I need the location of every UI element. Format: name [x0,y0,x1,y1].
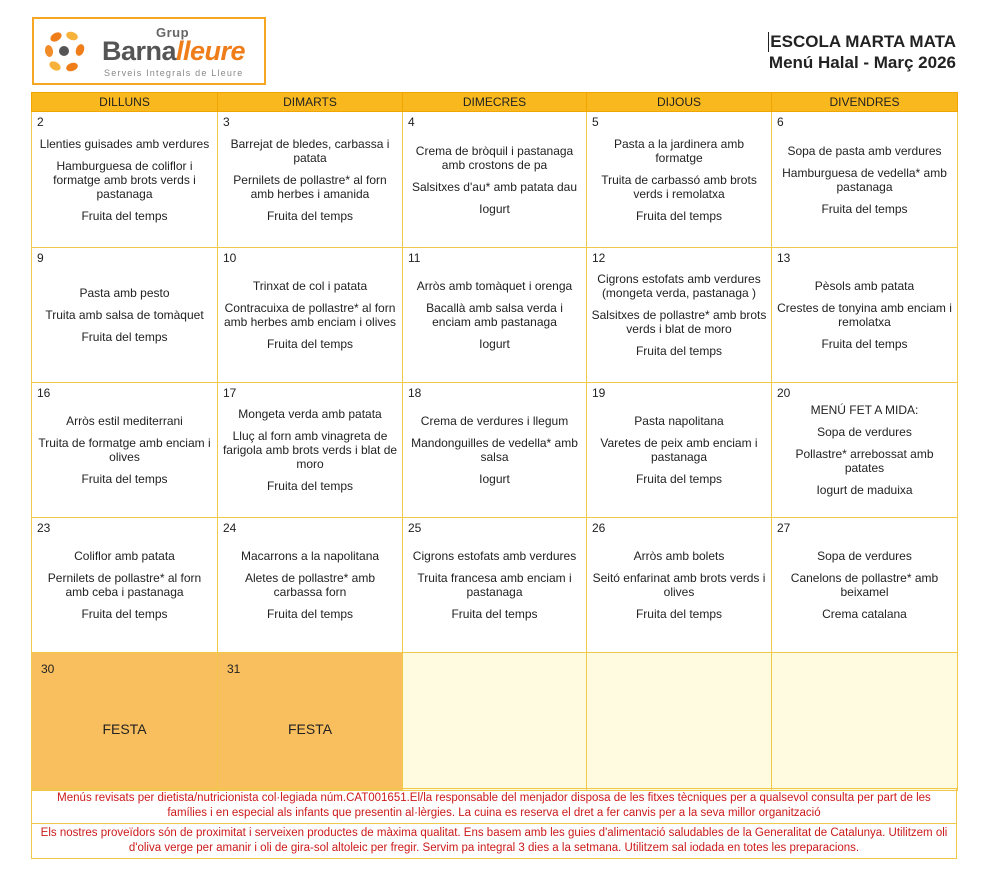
weekday-header: DIMECRES [403,93,587,112]
dish: Mongeta verda amb patata [238,407,382,421]
logo-name-part2: lleure [176,36,246,66]
day-number: 12 [592,251,606,265]
dish: Truita francesa amb enciam i pastanaga [417,571,572,599]
dish-list [775,248,954,382]
dish: Fruita del temps [81,472,168,486]
day-cell [32,248,218,383]
dish: MENÚ FET A MIDA: [810,403,919,417]
dish: Fruita del temps [81,208,168,223]
dish: Iogurt de maduixa [816,483,913,497]
dish-list [775,383,954,517]
holiday-label: FESTA [102,721,147,737]
weekday-header: DILLUNS [32,93,218,112]
logo-tagline: Serveis Integrals de Lleure [104,68,244,78]
dish: Hamburguesa de vedella* amb pastanaga [782,165,947,194]
dish-list [221,383,399,517]
dish: Crema catalana [822,607,907,621]
dish: Crema de bròquil i pastanaga amb crostons de pa [415,143,574,172]
day-cell [32,383,218,518]
logo-petals-icon [42,29,92,75]
dish-list [590,518,768,652]
day-cell [403,383,587,518]
day-cell [772,112,958,248]
day-cell [587,383,772,518]
dish: Sopa de pasta amb verdures [787,143,942,158]
day-cell [587,112,772,248]
dish-list [35,248,214,382]
day-number: 30 [41,662,55,676]
day-number: 3 [223,115,230,129]
dish: Iogurt [479,201,510,216]
dish: Truita de carbassó amb brots verds i remolatxa [601,172,757,201]
dish: Iogurt [479,472,510,486]
dish-list [590,383,768,517]
day-cell [32,518,218,653]
dish: Trinxat de col i patata [252,279,368,293]
dish: Fruita del temps [635,607,723,621]
dish: Pèsols amb patata [814,279,915,293]
dish: Sopa de verdures [817,549,912,563]
day-number: 13 [777,251,791,265]
dish: Cigrons estofats amb verdures (mongeta verda, pastanaga ) [597,272,761,300]
weekday-header: DIVENDRES [772,93,958,112]
dish-list [35,518,214,652]
empty-day-cell [403,653,587,791]
dish-list [406,518,583,652]
day-cell [218,112,403,248]
dish-list [590,248,768,382]
dish: Varetes de peix amb enciam i pastanaga [600,436,758,464]
day-cell [218,383,403,518]
dish: Salsitxes d'au* amb patata dau [411,179,578,194]
dish: Fruita del temps [81,607,168,621]
dish: Salsitxes de pollastre* amb brots verds i blat de moro [591,308,767,336]
dish: Macarrons a la napolitana [240,549,380,563]
week-row [32,653,958,791]
dish: Contracuixa de pollastre* al forn amb herbes amb enciam i olives [223,301,397,329]
day-number: 19 [592,386,606,400]
day-number: 4 [408,115,415,129]
weekday-header: DIJOUS [587,93,772,112]
day-number: 31 [227,662,241,676]
dish: Aletes de pollastre* amb carbassa forn [244,571,376,599]
dish: Fruita del temps [266,208,354,223]
dish: Fruita del temps [266,607,354,621]
dish-list [35,112,214,247]
dish: Cigrons estofats amb verdures [412,549,577,563]
dish: Bacallà amb salsa verda i enciam amb pastanaga [426,301,563,329]
empty-day-cell [587,653,772,791]
empty-day-cell [772,653,958,791]
footer-suppliers-note: Els nostres proveïdors són de proximitat i serveixen productes de màxima qualitat. Ens basem amb les guies d'alimentació saludables de la Generalitat de Catalunya. Utilitzem oli d'oliva verge per amanir i oli de gira-sol altoleic per fregir. Servim pa integral 3 dies a la setmana. Utilitzem sal iodada en totes les preparacions. [31,823,957,859]
logo-name [102,36,245,67]
day-cell [772,518,958,653]
dish: Pasta a la jardinera amb formatge [613,136,745,165]
dish: Barrejat de bledes, carbassa i patata [230,136,390,165]
dish-list [406,112,583,247]
dish-list [406,383,583,517]
dish: Pasta amb pesto [79,286,170,300]
dish: Sopa de verdures [817,425,912,439]
dish-list [590,112,768,247]
day-cell [403,518,587,653]
dish: Pollastre* arrebossat amb patates [795,447,934,475]
holiday-label: FESTA [287,721,333,737]
dish: Crestes de tonyina amb enciam i remolatxa [777,301,952,329]
dish: Canelons de pollastre* amb beixamel [790,571,939,599]
dish: Coliflor amb patata [74,549,175,563]
dish: Fruita del temps [81,330,168,344]
holiday-cell [218,653,403,791]
day-cell [403,248,587,383]
dish: Fruita del temps [266,479,354,493]
dish: Arròs amb tomàquet i orenga [416,279,573,293]
dish: Pernilets de pollastre* al forn amb ceba i pastanaga [47,571,202,599]
day-number: 6 [777,115,784,129]
dish: Truita amb salsa de tomàquet [45,308,204,322]
footer-dietitian-note: Menús revisats per dietista/nutricionista col·legiada núm.CAT001651.El/la responsable del menjador disposa de les fitxes tècniques per a qualsevol consulta per part de les famílies i en especial als infants que presentin al·lèrgies. La cuina es reserva el dret a fer canvis per a la seva millor organització [31,788,957,824]
day-number: 10 [223,251,237,265]
logo-grup: Grup [156,25,190,40]
day-number: 17 [223,386,237,400]
dish: Hamburguesa de coliflor i formatge amb brots verds i pastanaga [53,158,196,201]
logo [32,17,266,85]
day-number: 18 [408,386,422,400]
logo-name-part1: Barna [102,36,177,66]
day-number: 26 [592,521,606,535]
dish-list [221,112,399,247]
page-title [768,32,956,74]
dish: Llenties guisades amb verdures [39,136,210,151]
dish: Truita de formatge amb enciam i olives [38,436,211,464]
day-number: 9 [37,251,44,265]
day-number: 25 [408,521,422,535]
day-cell [772,248,958,383]
dish: Seitó enfarinat amb brots verds i olives [592,571,766,599]
weekday-header: DIMARTS [218,93,403,112]
day-cell [587,248,772,383]
school-name: ESCOLA MARTA MATA [770,32,956,51]
day-number: 20 [777,386,791,400]
dish: Fruita del temps [451,607,538,621]
day-number: 27 [777,521,791,535]
day-number: 16 [37,386,51,400]
dish: Pasta napolitana [634,414,724,428]
weekday-header-row [32,93,958,112]
dish-list [775,518,954,652]
dish: Fruita del temps [635,344,723,358]
dish: Fruita del temps [635,472,723,486]
dish: Arròs estil mediterrani [66,414,183,428]
dish: Iogurt [479,337,510,351]
menu-title: Menú Halal - Març 2026 [768,53,956,72]
day-number: 2 [37,115,44,129]
day-number: 11 [408,251,421,265]
dish: Fruita del temps [635,208,723,223]
dish-list [406,248,583,382]
dish: Fruita del temps [821,201,908,216]
dish: Mandonguilles de vedella* amb salsa [411,436,578,464]
holiday-cell [32,653,218,791]
dish: Crema de verdures i llegum [420,414,569,428]
day-number: 5 [592,115,599,129]
day-cell [403,112,587,248]
dish: Fruita del temps [266,337,354,351]
dish-list [775,112,954,247]
menu-calendar [31,92,958,791]
dish: Arròs amb bolets [633,549,725,563]
day-cell [218,248,403,383]
day-cell [32,112,218,248]
week-row [32,518,958,653]
day-number: 24 [223,521,237,535]
dish-list [35,383,214,517]
dish: Pernilets de pollastre* al forn amb herbes i amanida [233,172,387,201]
week-row [32,112,958,248]
week-row [32,383,958,518]
week-row [32,248,958,383]
dish: Lluç al forn amb vinagreta de farigola amb brots verds i blat de moro [222,429,398,471]
dish: Fruita del temps [821,337,908,351]
day-cell [772,383,958,518]
day-number: 23 [37,521,51,535]
dish-list [221,248,399,382]
day-cell [587,518,772,653]
day-cell [218,518,403,653]
dish-list [221,518,399,652]
